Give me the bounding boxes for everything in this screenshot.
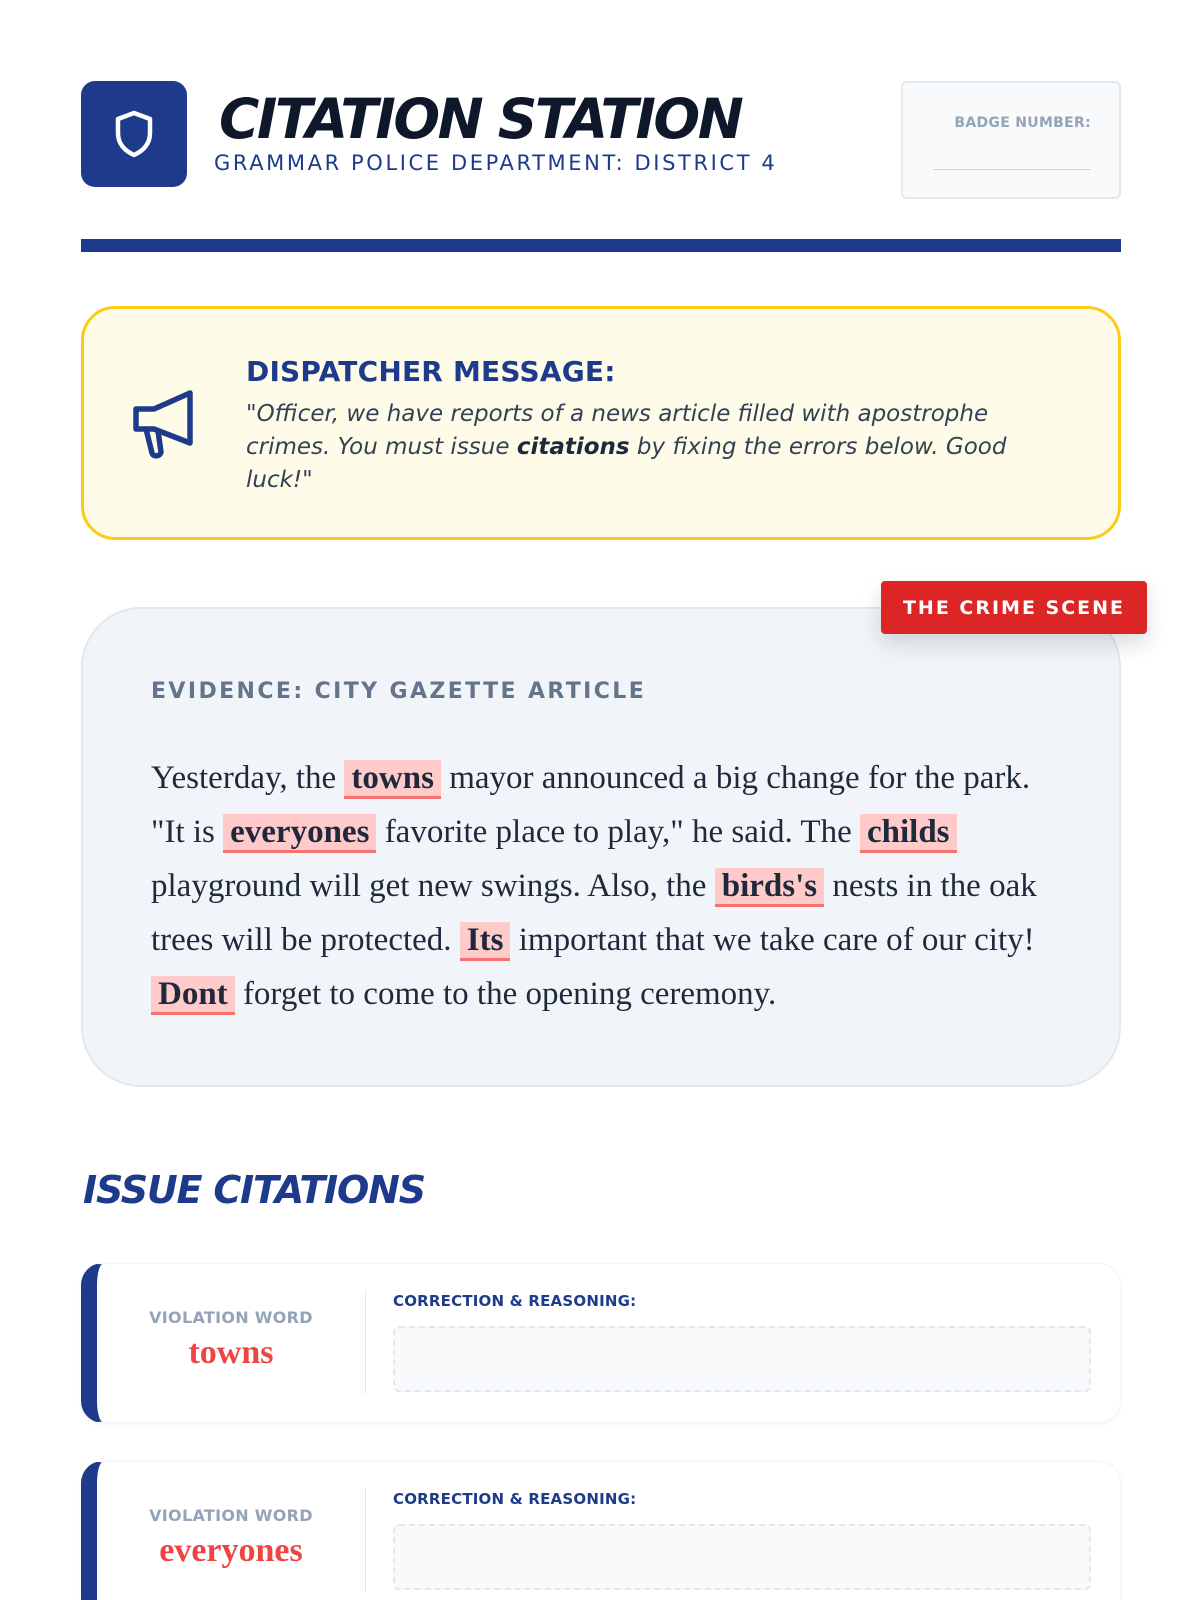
citation-card xyxy=(81,1263,1121,1423)
article-text-segment: playground will get new swings. Also, the xyxy=(151,868,715,904)
citations-heading: ISSUE CITATIONS xyxy=(83,1168,425,1212)
violation-word: everyones xyxy=(159,1532,303,1569)
crime-scene-card xyxy=(81,607,1121,1087)
violation-highlight[interactable]: Dont xyxy=(151,976,235,1015)
article-text-segment: favorite place to play," he said. The xyxy=(376,814,860,850)
badge-number-field[interactable] xyxy=(933,169,1091,170)
article-text-segment: Yesterday, the xyxy=(151,760,345,796)
dispatcher-text-part: by fixing the errors below. Good luck!" xyxy=(246,434,1007,493)
correction-label: CORRECTION & REASONING: xyxy=(393,1490,637,1508)
citation-divider xyxy=(365,1488,366,1592)
violation-word-label: VIOLATION WORD xyxy=(149,1308,313,1327)
shield-icon xyxy=(112,109,156,159)
correction-input[interactable] xyxy=(393,1524,1091,1590)
violation-highlight[interactable]: birds's xyxy=(715,868,824,907)
dispatcher-text-part: "Officer, we have reports of a news article filled with apostrophe crimes. You must issue xyxy=(246,401,989,460)
violation-highlight[interactable]: everyones xyxy=(223,814,376,853)
article-text-segment: forget to come to the opening ceremony. xyxy=(234,976,777,1012)
correction-input[interactable] xyxy=(393,1326,1091,1392)
megaphone-icon xyxy=(128,385,200,465)
article-text xyxy=(151,751,1051,1021)
badge-number-label: BADGE NUMBER: xyxy=(954,115,1091,131)
evidence-label: EVIDENCE: CITY GAZETTE ARTICLE xyxy=(151,679,647,704)
article-text-segment: important that we take care of our city! xyxy=(510,922,1035,958)
header-divider xyxy=(81,239,1121,252)
violation-highlight[interactable]: Its xyxy=(460,922,511,961)
violation-word-label: VIOLATION WORD xyxy=(149,1506,313,1525)
violation-highlight[interactable]: towns xyxy=(344,760,441,799)
badge-number-box xyxy=(901,81,1121,199)
crime-scene-tag: THE CRIME SCENE xyxy=(881,581,1147,634)
violation-word: towns xyxy=(188,1334,274,1371)
dispatcher-title: DISPATCHER MESSAGE: xyxy=(246,355,616,388)
page-title: CITATION STATION xyxy=(219,87,742,151)
header xyxy=(81,81,1121,199)
article-text-segment: mayor announced a big change for the park. "It is xyxy=(151,760,1031,850)
dispatcher-text-emphasis: citations xyxy=(516,434,630,460)
dispatcher-message-box xyxy=(81,306,1121,540)
correction-label: CORRECTION & REASONING: xyxy=(393,1292,637,1310)
citation-divider xyxy=(365,1290,366,1394)
department-logo xyxy=(81,81,187,187)
dispatcher-text xyxy=(246,398,1041,497)
violation-highlight[interactable]: childs xyxy=(860,814,957,853)
page-subtitle: GRAMMAR POLICE DEPARTMENT: DISTRICT 4 xyxy=(214,151,778,175)
worksheet-page xyxy=(81,0,1126,1600)
article-text-segment: nests in the oak trees will be protected. xyxy=(151,868,1037,958)
citation-card xyxy=(81,1461,1121,1600)
